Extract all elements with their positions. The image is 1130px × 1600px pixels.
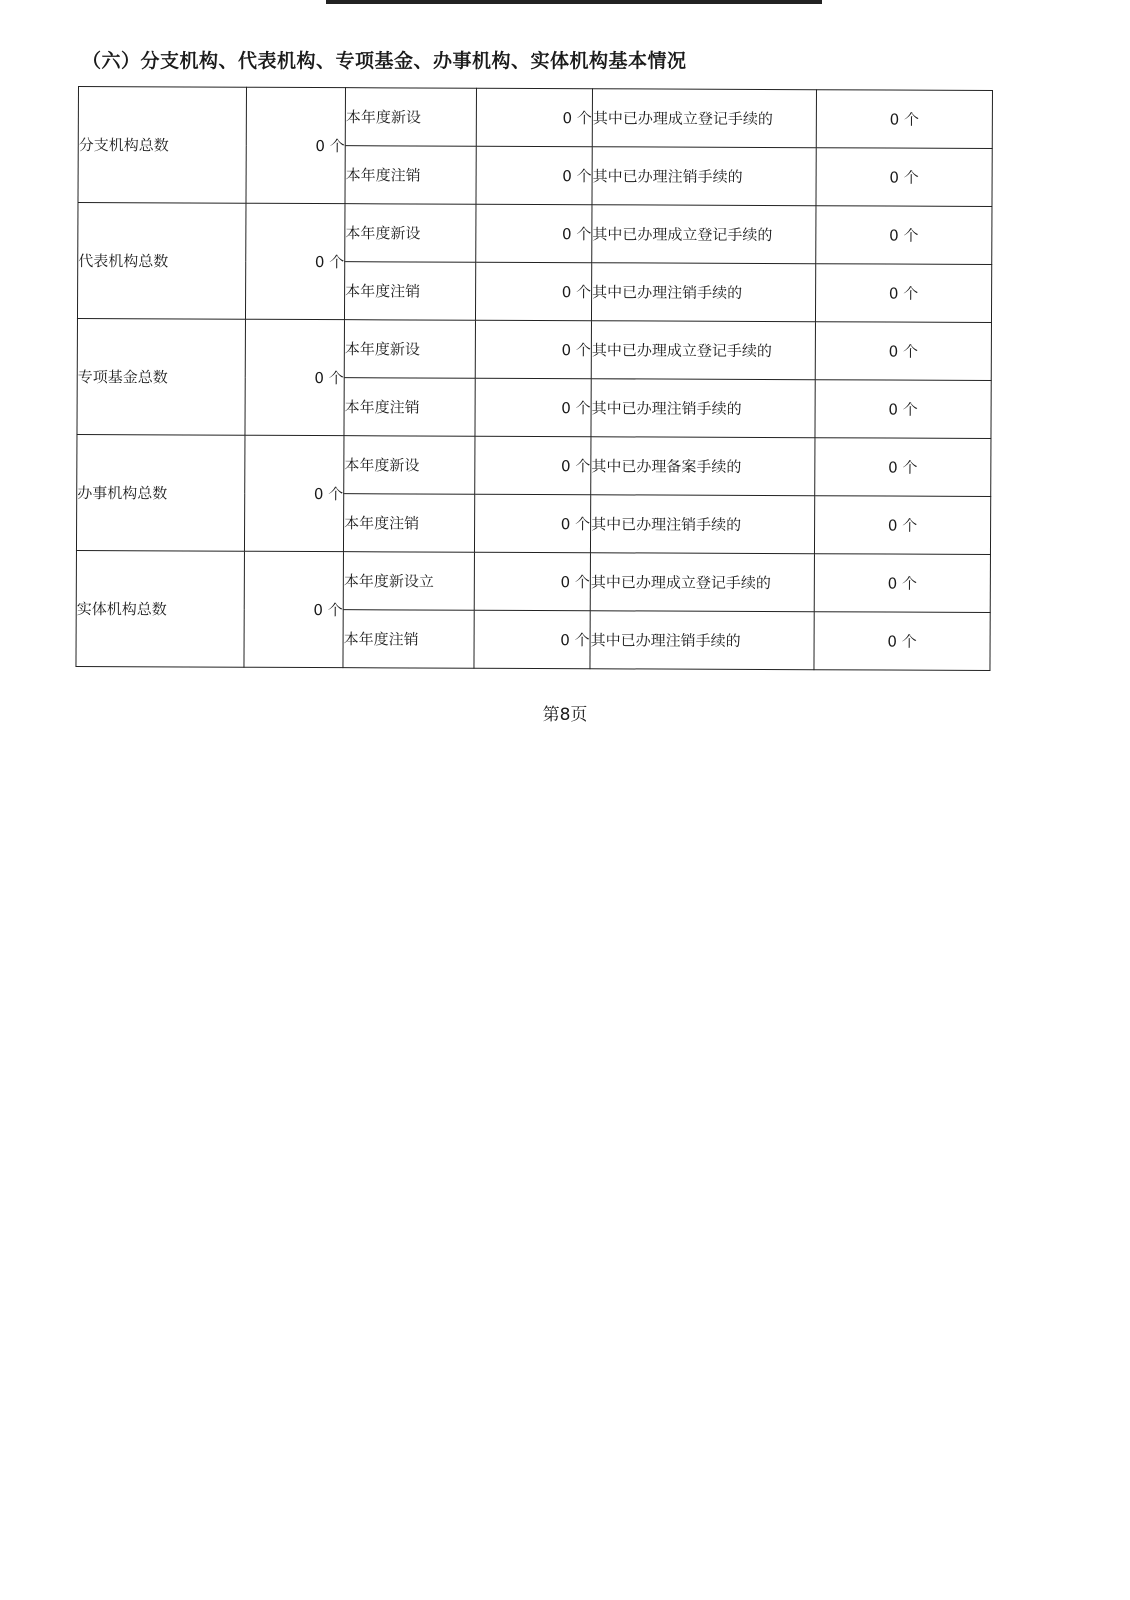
category-total: 0 个: [244, 551, 344, 667]
line-value: 0 个: [475, 262, 591, 321]
line-value: 0 个: [474, 552, 590, 611]
note-value: 0 个: [815, 438, 991, 497]
org-table-container: [75, 86, 992, 677]
category-label: 代表机构总数: [77, 203, 246, 320]
line-label: 本年度新设: [345, 204, 476, 263]
line-label: 本年度注销: [343, 610, 474, 669]
note-value: 0 个: [815, 264, 991, 323]
top-border-rule: [326, 0, 822, 4]
note-value: 0 个: [816, 206, 992, 265]
line-value: 0 个: [475, 320, 591, 379]
line-label: 本年度新设: [345, 88, 476, 147]
table-row: [78, 87, 992, 149]
table-row: [77, 434, 991, 496]
note-value: 0 个: [816, 148, 992, 207]
category-label: 实体机构总数: [76, 550, 245, 667]
category-label: 分支机构总数: [78, 87, 247, 204]
note-label: 其中已办理成立登记手续的: [592, 205, 816, 264]
line-label: 本年度注销: [344, 262, 475, 321]
note-label: 其中已办理注销手续的: [590, 495, 814, 554]
line-label: 本年度注销: [345, 146, 476, 205]
section-title: （六）分支机构、代表机构、专项基金、办事机构、实体机构基本情况: [82, 50, 687, 72]
org-summary-table: [75, 86, 993, 671]
page-number: 第8页: [542, 705, 588, 725]
note-value: 0 个: [815, 322, 991, 381]
line-value: 0 个: [476, 204, 592, 263]
note-label: 其中已办理成立登记手续的: [592, 89, 816, 148]
note-value: 0 个: [814, 612, 990, 671]
table-row: [77, 318, 991, 380]
line-label: 本年度新设立: [343, 552, 474, 611]
category-total: 0 个: [244, 435, 344, 551]
category-total: 0 个: [245, 203, 345, 319]
note-label: 其中已办理注销手续的: [591, 263, 815, 322]
line-value: 0 个: [474, 610, 590, 669]
category-total: 0 个: [246, 87, 346, 203]
line-label: 本年度新设: [344, 436, 475, 495]
category-total: 0 个: [245, 319, 345, 435]
note-value: 0 个: [816, 90, 992, 149]
note-label: 其中已办理成立登记手续的: [590, 553, 814, 612]
table-row: [76, 550, 990, 612]
note-label: 其中已办理成立登记手续的: [591, 321, 815, 380]
table-row: [78, 203, 992, 265]
line-value: 0 个: [475, 436, 591, 495]
note-label: 其中已办理备案手续的: [591, 437, 815, 496]
line-label: 本年度新设: [344, 320, 475, 379]
line-value: 0 个: [475, 378, 591, 437]
note-label: 其中已办理注销手续的: [590, 611, 814, 670]
line-value: 0 个: [476, 146, 592, 205]
note-label: 其中已办理注销手续的: [591, 379, 815, 438]
category-label: 办事机构总数: [76, 434, 245, 551]
line-label: 本年度注销: [344, 378, 475, 437]
line-value: 0 个: [476, 88, 592, 147]
category-label: 专项基金总数: [77, 318, 246, 435]
note-value: 0 个: [815, 380, 991, 439]
note-label: 其中已办理注销手续的: [592, 147, 816, 206]
line-value: 0 个: [474, 494, 590, 553]
note-value: 0 个: [814, 554, 990, 613]
line-label: 本年度注销: [343, 494, 474, 553]
note-value: 0 个: [814, 496, 990, 555]
